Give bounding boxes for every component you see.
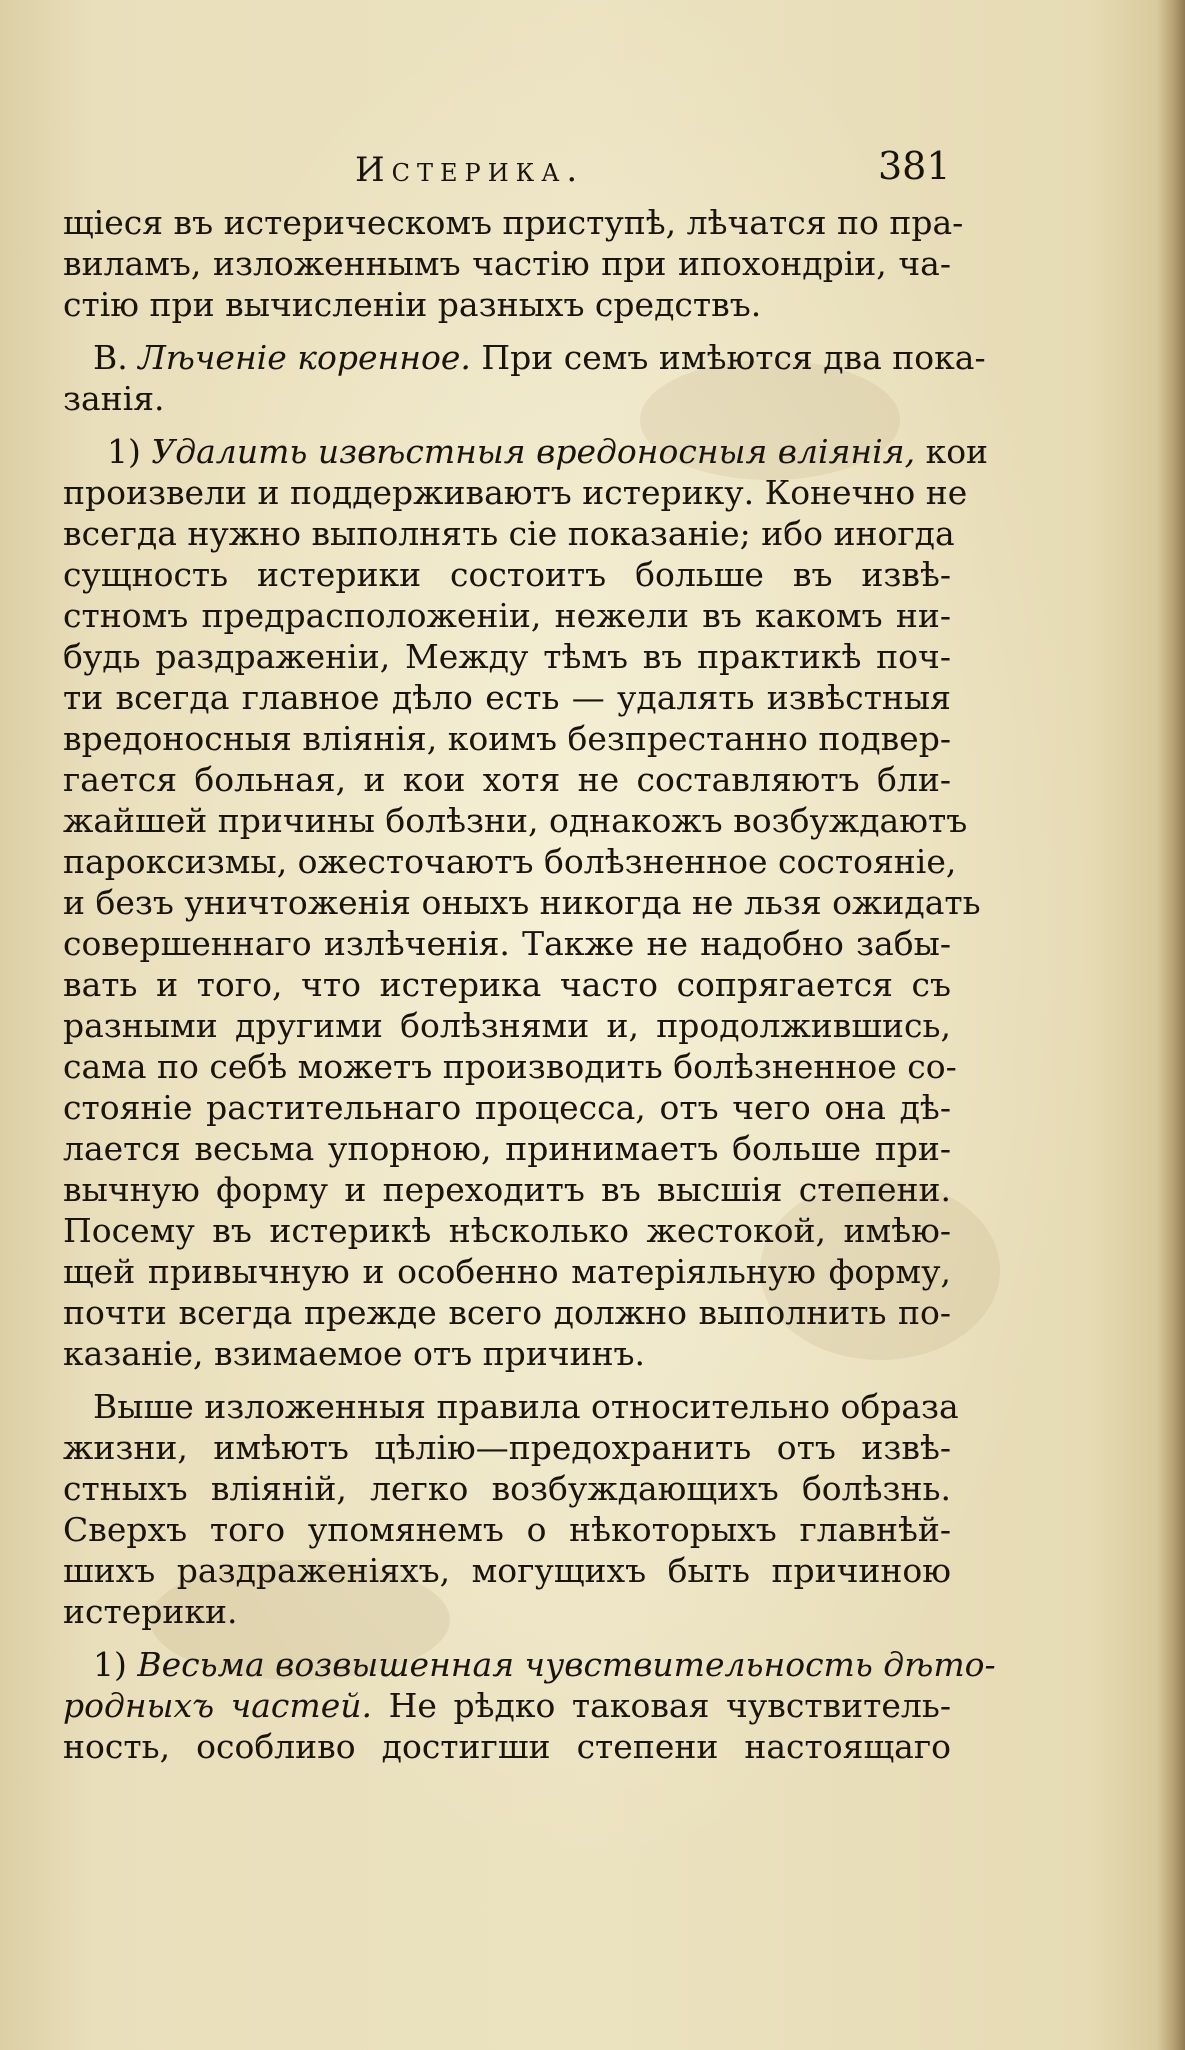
- running-head: Истерика.: [355, 150, 585, 190]
- text-line: сама по себѣ можетъ производить болѣзненное со-: [63, 1047, 957, 1086]
- text-line: вычную форму и переходитъ въ высшія степени.: [63, 1170, 951, 1209]
- text-line: вредоносныя вліянія, коимъ безпрестанно подвер-: [63, 719, 951, 758]
- text-line: щіеся въ истерическомъ приступѣ, лѣчатся по пра-: [63, 203, 964, 242]
- section-heading: Лѣченіе коренное.: [138, 338, 471, 377]
- text-line: почти всегда прежде всего должно выполнить по-: [63, 1293, 951, 1332]
- page-edge: [1157, 0, 1185, 2050]
- text-line: разными другими болѣзнями и, продолжившись,: [63, 1006, 951, 1045]
- text-line: Сверхъ того упомянемъ о нѣкоторыхъ главнѣй-: [63, 1510, 951, 1549]
- text-line: гается больная, и кои хотя не составляютъ бли-: [63, 760, 951, 799]
- text-line: занія.: [63, 379, 165, 418]
- text-line: [63, 1685, 951, 1726]
- text-line: щей привычную и особенно матеріяльную форму,: [63, 1252, 951, 1291]
- text-line: сущность истерики состоитъ больше въ извѣ-: [63, 555, 951, 594]
- text-line: истерики.: [63, 1592, 238, 1631]
- text-line: [63, 337, 986, 378]
- page-header: [0, 140, 1185, 200]
- item-heading: родныхъ частей.: [63, 1686, 372, 1725]
- text-line: лается весьма упорною, принимаетъ больше при-: [63, 1129, 951, 1168]
- text-line: будь раздраженіи, Между тѣмъ въ практикѣ поч-: [63, 637, 951, 676]
- text-line: и безъ уничтоженія оныхъ никогда не льзя ожидать: [63, 883, 981, 922]
- body-text: [63, 202, 996, 1767]
- text-span: При семъ имѣются два пока-: [470, 338, 986, 377]
- text-line: стномъ предрасположеніи, нежели въ какомъ ни-: [63, 596, 951, 635]
- text-line: стояніе растительнаго процесса, отъ чего она дѣ-: [63, 1088, 951, 1127]
- text-span: Не рѣдко таковая чувствитель-: [371, 1686, 951, 1725]
- item-heading: Весьма возвышенная чувствительность дѣто-: [137, 1645, 996, 1684]
- text-line: [63, 431, 989, 472]
- text-line: Выше изложенныя правила относительно образа: [93, 1387, 959, 1426]
- text-line: жайшей причины болѣзни, однакожъ возбуждаютъ: [63, 801, 968, 840]
- text-line: всегда нужно выполнять сіе показаніе; ибо иногда: [63, 514, 955, 553]
- text-line: произвели и поддерживаютъ истерику. Конечно не: [63, 473, 968, 512]
- page-number: 381: [878, 144, 951, 188]
- section-marker: В.: [93, 338, 139, 377]
- text-line: [63, 1644, 996, 1685]
- item-number: 1): [93, 1645, 138, 1684]
- text-line: казаніе, взимаемое отъ причинъ.: [63, 1334, 646, 1373]
- text-line: ность, особливо достигши степени настоящаго: [63, 1727, 951, 1766]
- text-line: пароксизмы, ожесточаютъ болѣзненное состояніе,: [63, 842, 957, 881]
- text-span: кои: [915, 432, 989, 471]
- text-line: вать и того, что истерика часто сопрягается съ: [63, 965, 951, 1004]
- text-line: совершеннаго излѣченія. Также не надобно забы-: [63, 924, 951, 963]
- item-heading: Удалить извѣстныя вредоносныя вліянія,: [151, 432, 916, 471]
- text-line: жизни, имѣютъ цѣлію—предохранить отъ извѣ-: [63, 1428, 951, 1467]
- item-number: 1): [107, 432, 152, 471]
- text-line: стію при вычисленіи разныхъ средствъ.: [63, 285, 762, 324]
- text-line: Посему въ истерикѣ нѣсколько жестокой, имѣю-: [63, 1211, 951, 1250]
- text-line: виламъ, изложеннымъ частію при ипохондріи, ча-: [63, 244, 951, 283]
- text-line: ти всегда главное дѣло есть — удалять извѣстныя: [63, 678, 951, 717]
- text-line: стныхъ вліяній, легко возбуждающихъ болѣзнь.: [63, 1469, 951, 1508]
- text-line: шихъ раздраженіяхъ, могущихъ быть причиною: [63, 1551, 951, 1590]
